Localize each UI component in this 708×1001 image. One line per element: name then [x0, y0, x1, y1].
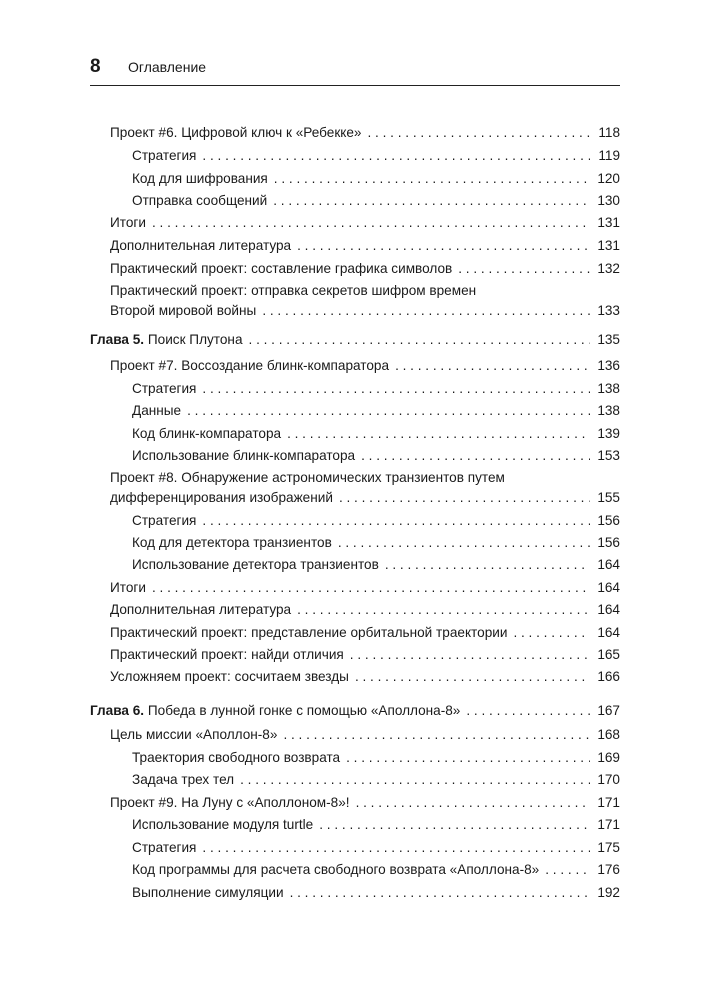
toc-entry[interactable] [110, 725, 620, 745]
toc-entry[interactable] [132, 446, 620, 466]
toc-entry[interactable] [132, 838, 620, 858]
dot-leader [356, 793, 590, 813]
toc-entry-page: 120 [597, 171, 620, 186]
toc-entry-page: 170 [597, 772, 620, 787]
toc-entry[interactable] [110, 123, 620, 143]
toc-entry-page: 130 [597, 193, 620, 208]
toc-entry-title: Проект #7. Воссоздание блинк-компаратора [110, 358, 390, 373]
toc-entry-page: 168 [597, 727, 620, 742]
dot-leader [385, 555, 590, 575]
toc-entry-title: Код блинк-компаратора [132, 426, 282, 441]
toc-entry[interactable] [110, 236, 620, 256]
dot-leader [202, 146, 590, 166]
toc-entry-page: 171 [597, 795, 620, 810]
dot-leader [368, 123, 591, 143]
toc-entry-page: 131 [597, 215, 620, 230]
toc-entry[interactable] [132, 424, 620, 444]
toc-entry-title: Стратегия [132, 148, 197, 163]
toc-entry-title: Выполнение симуляции [132, 885, 284, 900]
toc-entry-title: Отправка сообщений [132, 193, 268, 208]
toc-entry-title: Дополнительная литература [110, 238, 292, 253]
toc-entry[interactable] [110, 281, 620, 321]
dot-leader [202, 838, 590, 858]
dot-leader [152, 213, 590, 233]
toc-entry-page: 165 [597, 647, 620, 662]
toc-entry-title: Проект #9. На Луну с «Аполлоном-8»! [110, 795, 350, 810]
toc-entry-page: 139 [597, 426, 620, 441]
dot-leader [355, 667, 590, 687]
toc-entry[interactable] [132, 169, 620, 189]
toc-chapter-entry[interactable] [90, 330, 620, 350]
dot-leader [466, 701, 590, 721]
toc-entry-page: 118 [598, 125, 620, 140]
dot-leader [458, 259, 590, 279]
dot-leader [187, 401, 590, 421]
toc-entry-title: Стратегия [132, 840, 197, 855]
toc-entry[interactable] [110, 667, 620, 687]
toc-entry-title: Стратегия [132, 381, 197, 396]
toc-entry-title: Усложняем проект: сосчитаем звезды [110, 669, 349, 684]
dot-leader [346, 748, 590, 768]
toc-entry-page: 166 [597, 669, 620, 684]
dot-leader [290, 883, 590, 903]
dot-leader [202, 379, 590, 399]
toc-entry[interactable] [110, 468, 620, 508]
toc-entry-page: 175 [597, 840, 620, 855]
dot-leader [361, 446, 590, 466]
dot-leader [350, 645, 590, 665]
toc-entry-title: Итоги [110, 580, 146, 595]
toc-entry[interactable] [110, 578, 620, 598]
toc-entry-page: 164 [597, 625, 620, 640]
toc-entry-title-line2: Второй мировой войны [110, 303, 257, 318]
dot-leader [339, 488, 590, 508]
page-number: 8 [90, 56, 101, 77]
dot-leader [273, 191, 590, 211]
toc-entry-page: 171 [597, 817, 620, 832]
toc-entry[interactable] [110, 600, 620, 620]
toc-entry-page: 131 [597, 238, 620, 253]
running-header-title: Оглавление [128, 59, 207, 75]
dot-leader [249, 330, 590, 350]
dot-leader [297, 236, 590, 256]
toc-entry-title: Практический проект: найди отличия [110, 647, 344, 662]
dot-leader [283, 725, 590, 745]
toc-entry[interactable] [132, 860, 620, 880]
toc-entry[interactable] [132, 146, 620, 166]
toc-entry-title: Практический проект: представление орбитальной траектории [110, 625, 508, 640]
toc-entry[interactable] [132, 770, 620, 790]
dot-leader [240, 770, 590, 790]
toc-entry-title: Поиск Плутона [147, 332, 243, 347]
toc-entry-page: 138 [597, 403, 620, 418]
toc-entry-title: Цель миссии «Аполлон-8» [110, 727, 278, 742]
chapter-label: Глава 6. [90, 703, 145, 718]
dot-leader [202, 511, 590, 531]
toc-entry-title: Победа в лунной гонке с помощью «Аполлона-8» [147, 703, 461, 718]
toc-entry-page: 156 [597, 535, 620, 550]
toc-entry-title-line1: Проект #8. Обнаружение астрономических транзиентов путем [110, 470, 505, 485]
toc-entry-page: 164 [597, 580, 620, 595]
toc-entry[interactable] [132, 555, 620, 575]
dot-leader [319, 815, 590, 835]
toc-entry-title: Код для детектора транзиентов [132, 535, 332, 550]
toc-chapter-entry[interactable] [90, 701, 620, 721]
toc-entry-title: Итоги [110, 215, 146, 230]
toc-entry[interactable] [110, 213, 620, 233]
toc-entry-page: 135 [597, 332, 620, 347]
toc-entry[interactable] [110, 623, 620, 643]
toc-entry-title: Код программы для расчета свободного возврата «Аполлона-8» [132, 862, 540, 877]
toc-entry-page: 192 [597, 885, 620, 900]
toc-entry-page: 155 [597, 490, 620, 505]
toc-entry[interactable] [132, 379, 620, 399]
toc-entry-page: 167 [597, 703, 620, 718]
toc-entry-page: 136 [597, 358, 620, 373]
toc-entry-title: Код для шифрования [132, 171, 268, 186]
toc-entry[interactable] [132, 533, 620, 553]
toc-entry[interactable] [132, 748, 620, 768]
toc-entry-page: 153 [597, 448, 620, 463]
toc-entry[interactable] [110, 259, 620, 279]
toc-entry-title: Использование блинк-компаратора [132, 448, 356, 463]
toc-entry-page: 169 [597, 750, 620, 765]
dot-leader [338, 533, 590, 553]
dot-leader [152, 578, 590, 598]
chapter-label: Глава 5. [90, 332, 145, 347]
toc-entry-title: Стратегия [132, 513, 197, 528]
toc-entry[interactable] [132, 401, 620, 421]
toc-entry-title: Данные [132, 403, 182, 418]
toc-entry-title-line2: дифференцирования изображений [110, 490, 333, 505]
dot-leader [287, 424, 590, 444]
toc-entry[interactable] [132, 511, 620, 531]
dot-leader [395, 356, 590, 376]
toc-entry-page: 138 [597, 381, 620, 396]
toc-entry-title: Использование модуля turtle [132, 817, 314, 832]
toc-entry-page: 156 [597, 513, 620, 528]
toc-entry-title: Задача трех тел [132, 772, 235, 787]
toc-entry-title: Практический проект: составление графика символов [110, 261, 453, 276]
toc-entry-title: Проект #6. Цифровой ключ к «Ребекке» [110, 125, 362, 140]
toc-entry[interactable] [132, 815, 620, 835]
toc-entry[interactable] [132, 191, 620, 211]
toc-entry-title: Дополнительная литература [110, 602, 292, 617]
toc-entry-title: Траектория свободного возврата [132, 750, 341, 765]
toc-entry-title: Использование детектора транзиентов [132, 557, 379, 572]
toc-entry-title-line1: Практический проект: отправка секретов шифром времен [110, 283, 477, 298]
dot-leader [297, 600, 590, 620]
toc-entry[interactable] [110, 645, 620, 665]
toc-entry-page: 119 [598, 148, 620, 163]
toc-entry-page: 164 [597, 557, 620, 572]
toc-entry[interactable] [132, 883, 620, 903]
toc-entry[interactable] [110, 793, 620, 813]
toc-entry-page: 164 [597, 602, 620, 617]
toc-entry-page: 176 [597, 862, 620, 877]
toc-entry-page: 132 [597, 261, 620, 276]
dot-leader [545, 860, 590, 880]
toc-entry[interactable] [110, 356, 620, 376]
dot-leader [274, 169, 590, 189]
dot-leader [262, 301, 590, 321]
dot-leader [513, 623, 590, 643]
toc-entry-page: 133 [597, 303, 620, 318]
